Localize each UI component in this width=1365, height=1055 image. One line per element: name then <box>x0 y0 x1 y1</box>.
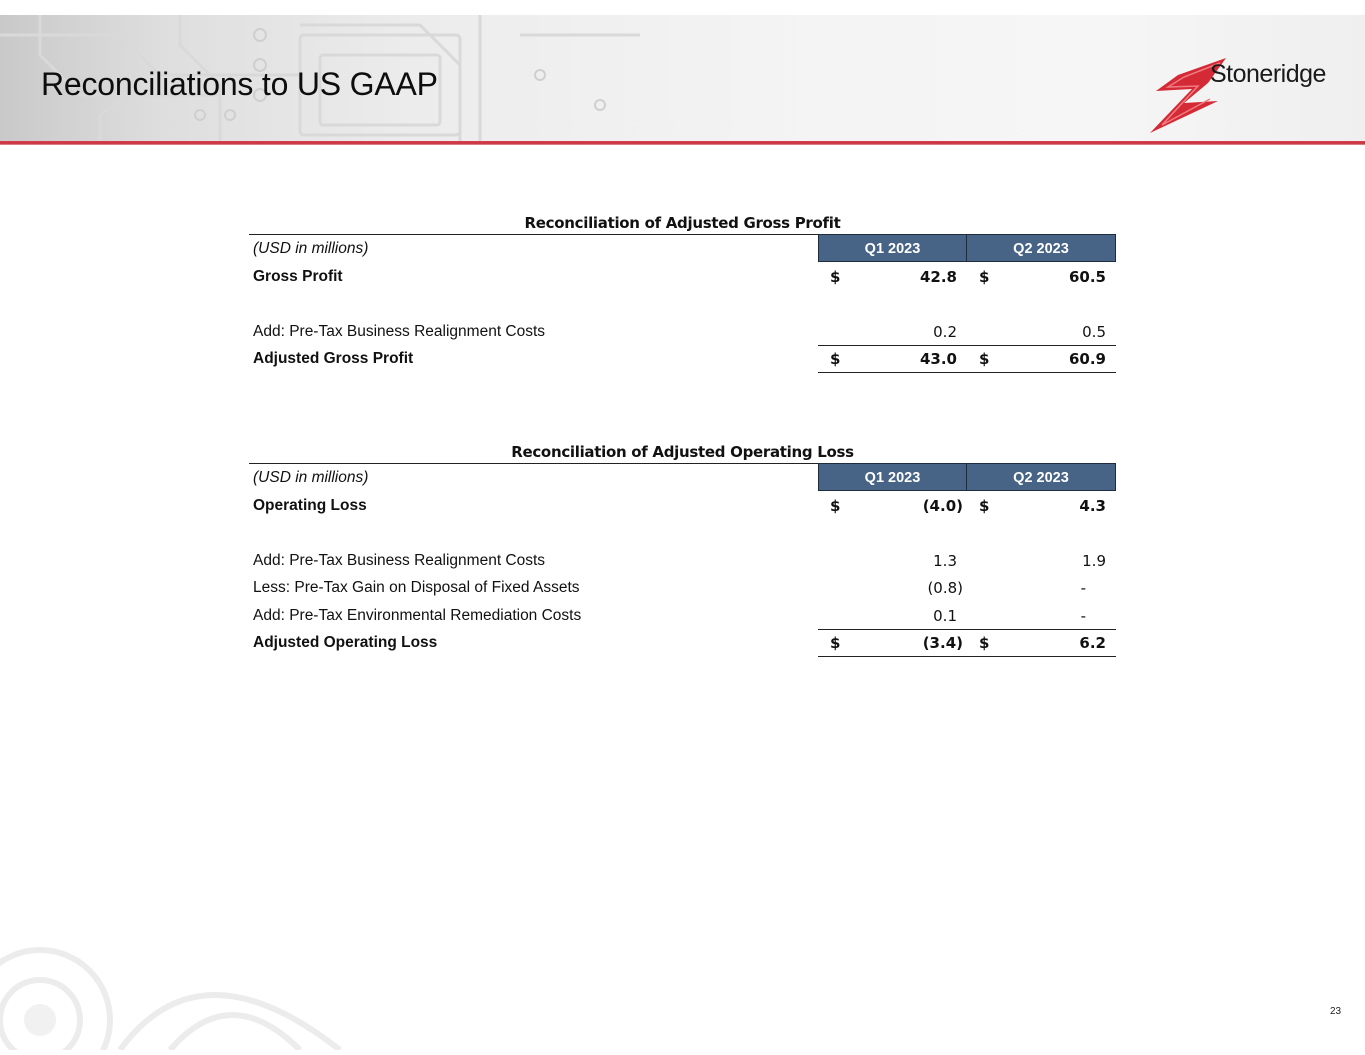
q2-value: 6.2 <box>1079 634 1106 652</box>
q1-value-cell <box>818 492 967 519</box>
operating-loss-table <box>249 441 1116 657</box>
header-accent-line <box>0 141 1365 145</box>
units-label: (USD in millions) <box>253 240 369 257</box>
table-row <box>249 602 1116 630</box>
q1-value: 42.8 <box>919 267 957 286</box>
table-row-total <box>249 345 1116 373</box>
q2-value: - <box>1080 606 1086 625</box>
column-header-q1: Q1 2023 <box>818 463 967 491</box>
spacer-row <box>249 290 1116 318</box>
row-label: Operating Loss <box>253 496 367 514</box>
row-label: Adjusted Gross Profit <box>253 350 414 367</box>
q1-value: 0.1 <box>933 606 957 625</box>
dollar-sign: $ <box>979 350 990 368</box>
q1-value: 43.0 <box>919 350 957 368</box>
q2-value-cell <box>967 318 1116 346</box>
dollar-sign: $ <box>979 496 990 515</box>
table-row <box>249 574 1116 602</box>
table-row <box>249 492 1116 520</box>
row-label: Add: Pre-Tax Business Realignment Costs <box>253 322 546 340</box>
row-label: Gross Profit <box>253 267 343 285</box>
row-label: Adjusted Operating Loss <box>253 634 438 651</box>
logo-wordmark: Stoneridge <box>1210 60 1326 88</box>
page-number: 23 <box>1330 1006 1342 1017</box>
q2-value-cell <box>967 345 1116 373</box>
q2-value: 4.3 <box>1079 496 1106 515</box>
dollar-sign: $ <box>979 267 990 286</box>
column-header-q2: Q2 2023 <box>966 463 1116 491</box>
q2-value: 60.9 <box>1068 350 1106 368</box>
gross-profit-table <box>249 212 1116 373</box>
q2-value-cell <box>967 629 1116 657</box>
q2-value: 1.9 <box>1082 551 1106 570</box>
q1-value-cell <box>818 263 967 290</box>
header-band <box>0 15 1365 141</box>
q2-value: 60.5 <box>1068 267 1106 286</box>
q1-value: (3.4) <box>922 634 963 652</box>
q2-value: 0.5 <box>1082 322 1106 341</box>
q1-value-cell <box>818 574 967 601</box>
column-header-q1: Q1 2023 <box>818 234 967 262</box>
page-top-gap <box>0 0 1365 15</box>
dollar-sign: $ <box>979 634 990 652</box>
spacer-row <box>249 519 1116 547</box>
page-title: Reconciliations to US GAAP <box>41 66 438 102</box>
q1-value-cell <box>818 629 967 657</box>
column-header-q2: Q2 2023 <box>966 234 1116 262</box>
table-header-row <box>249 235 1116 263</box>
units-label: (USD in millions) <box>253 469 369 486</box>
dollar-sign: $ <box>830 634 841 652</box>
q1-value: 1.3 <box>933 551 957 570</box>
q2-value-cell <box>967 574 1116 601</box>
table-title: Reconciliation of Adjusted Gross Profit <box>249 212 1116 235</box>
table-title: Reconciliation of Adjusted Operating Loss <box>249 441 1116 464</box>
q2-value-cell <box>967 263 1116 290</box>
q1-value: (0.8) <box>927 579 963 597</box>
q1-value-cell <box>818 547 967 574</box>
q1-value-cell <box>818 602 967 630</box>
row-label: Less: Pre-Tax Gain on Disposal of Fixed Assets <box>253 579 580 596</box>
q1-value: (4.0) <box>922 496 963 515</box>
dollar-sign: $ <box>830 267 841 286</box>
table-row <box>249 263 1116 291</box>
table-row <box>249 547 1116 575</box>
table-row <box>249 318 1116 346</box>
dollar-sign: $ <box>830 350 841 368</box>
row-label: Add: Pre-Tax Business Realignment Costs <box>253 551 546 569</box>
q1-value: 0.2 <box>933 322 957 341</box>
q2-value-cell <box>967 602 1116 630</box>
q2-value-cell <box>967 492 1116 519</box>
q1-value-cell <box>818 345 967 373</box>
dollar-sign: $ <box>830 496 841 515</box>
q1-value-cell <box>818 318 967 346</box>
q2-value: - <box>1080 579 1086 597</box>
row-label: Add: Pre-Tax Environmental Remediation Costs <box>253 606 582 624</box>
table-row-total <box>249 629 1116 657</box>
table-header-row <box>249 464 1116 492</box>
gear-decoration <box>0 900 420 1050</box>
q2-value-cell <box>967 547 1116 574</box>
